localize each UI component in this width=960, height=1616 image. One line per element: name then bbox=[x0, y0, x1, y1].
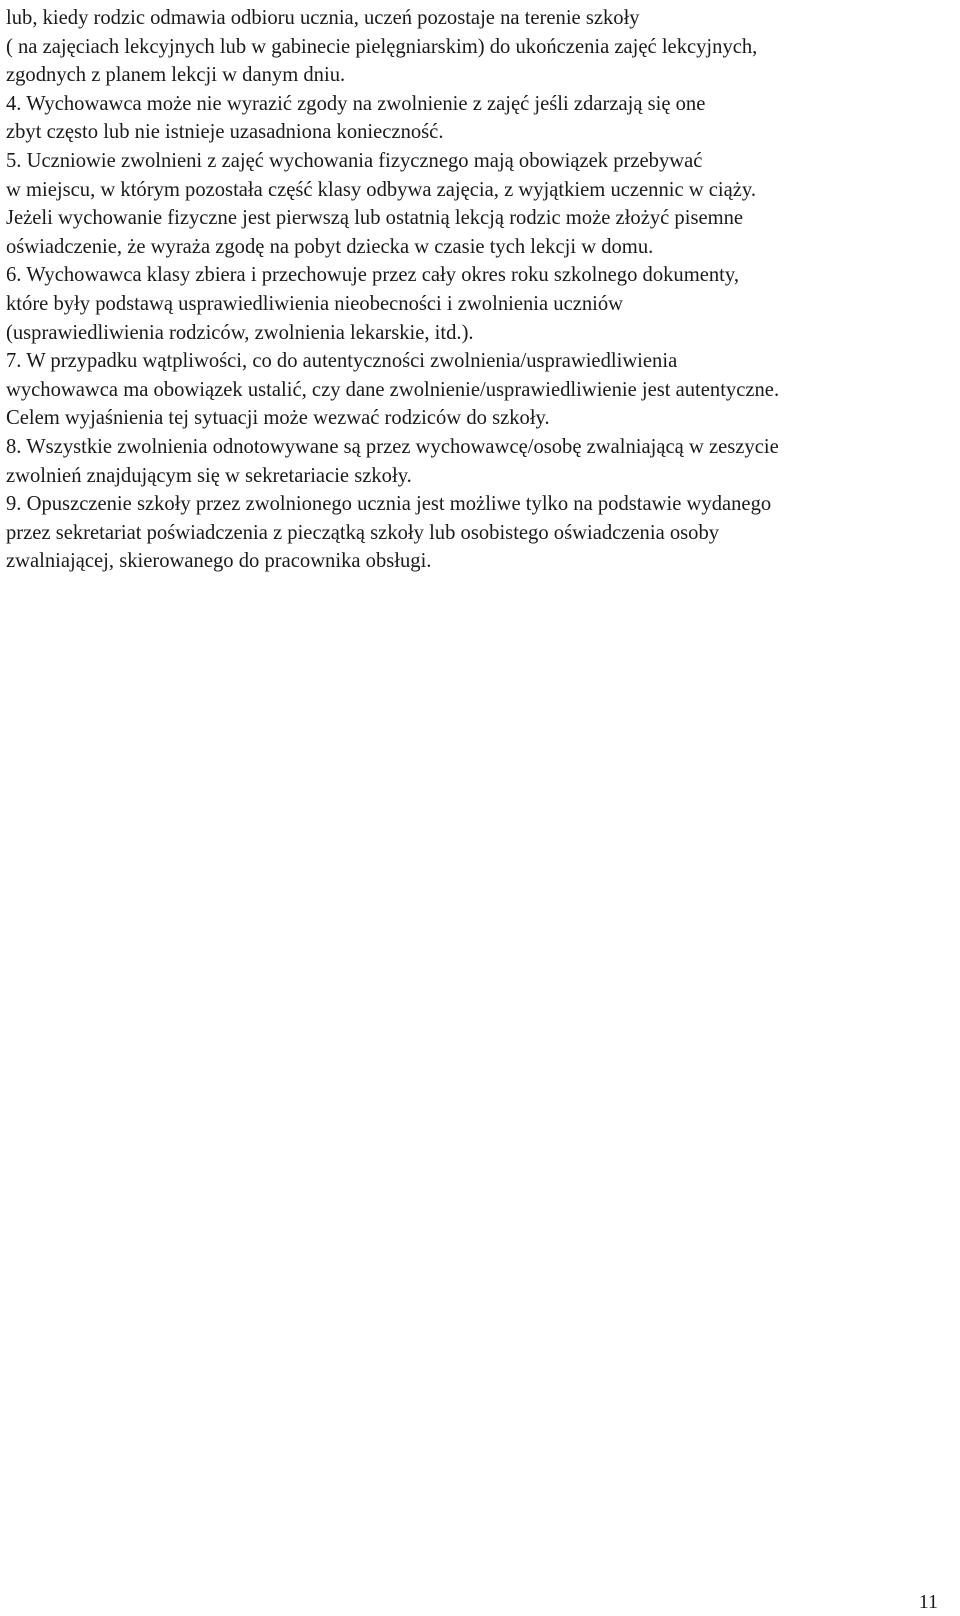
text-line: wychowawca ma obowiązek ustalić, czy dane zwolnienie/usprawiedliwienie jest autentyczne. bbox=[6, 378, 780, 401]
page-number: 11 bbox=[918, 1591, 938, 1613]
text-line: zwalniającej, skierowanego do pracownika obsługi. bbox=[6, 550, 432, 573]
text-line: lub, kiedy rodzic odmawia odbioru ucznia, uczeń pozostaje na terenie szkoły bbox=[6, 7, 640, 29]
text-line: oświadczenie, że wyraża zgodę na pobyt dziecka w czasie tych lekcji w domu. bbox=[6, 235, 654, 258]
text-line: Jeżeli wychowanie fizyczne jest pierwszą lub ostatnią lekcją rodzic może złożyć pisemne bbox=[6, 207, 744, 230]
text-line: ( na zajęciach lekcyjnych lub w gabinecie pielęgniarskim) do ukończenia zajęć lekcyjnych, bbox=[6, 35, 758, 58]
text-line: przez sekretariat poświadczenia z pieczątką szkoły lub osobistego oświadczenia osoby bbox=[6, 521, 720, 544]
text-line: Celem wyjaśnienia tej sytuacji może wezwać rodziców do szkoły. bbox=[6, 407, 550, 430]
text-line: (usprawiedliwienia rodziców, zwolnienia lekarskie, itd.). bbox=[6, 321, 474, 344]
text-line: 9. Opuszczenie szkoły przez zwolnionego ucznia jest możliwe tylko na podstawie wydanego bbox=[6, 493, 772, 516]
document-body bbox=[6, 4, 951, 576]
text-line: 5. Uczniowie zwolnieni z zajęć wychowania fizycznego mają obowiązek przebywać bbox=[6, 149, 703, 172]
text-line: 6. Wychowawca klasy zbiera i przechowuje przez cały okres roku szkolnego dokumenty, bbox=[6, 264, 739, 287]
text-line: w miejscu, w którym pozostała część klasy odbywa zajęcia, z wyjątkiem uczennic w ciąży. bbox=[6, 178, 757, 201]
text-line: zwolnień znajdującym się w sekretariacie szkoły. bbox=[6, 464, 412, 487]
text-line: które były podstawą usprawiedliwienia nieobecności i zwolnienia uczniów bbox=[6, 292, 624, 315]
text-line: zbyt często lub nie istnieje uzasadniona konieczność. bbox=[6, 121, 444, 144]
text-line: zgodnych z planem lekcji w danym dniu. bbox=[6, 64, 346, 87]
text-line: 8. Wszystkie zwolnienia odnotowywane są przez wychowawcę/osobę zwalniającą w zeszycie bbox=[6, 435, 779, 458]
text-line: 7. W przypadku wątpliwości, co do autentyczności zwolnienia/usprawiedliwienia bbox=[6, 350, 678, 373]
text-line: 4. Wychowawca może nie wyrazić zgody na zwolnienie z zajęć jeśli zdarzają się one bbox=[6, 92, 706, 115]
